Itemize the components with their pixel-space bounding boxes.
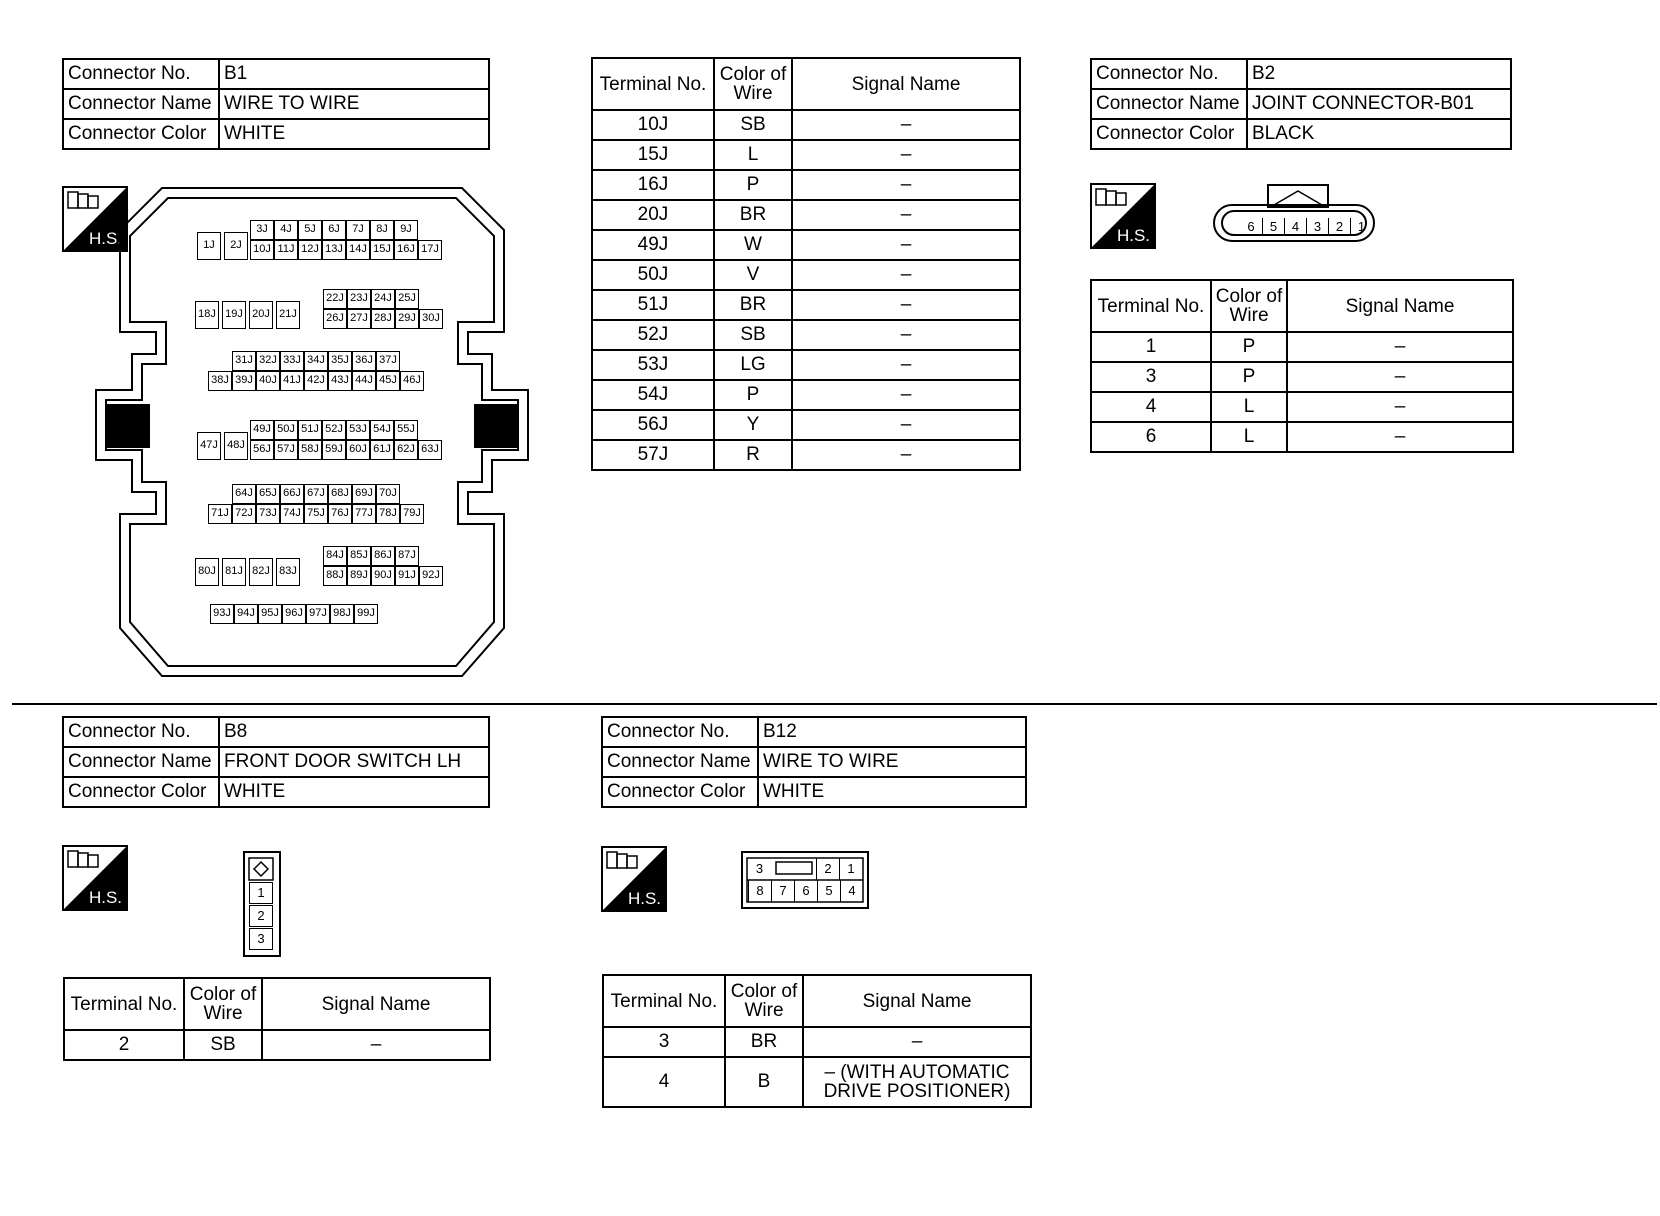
- pin-cell: 8J: [370, 220, 394, 240]
- connector-color-value: WHITE: [758, 777, 1026, 807]
- pin-cell: 26J: [323, 309, 347, 329]
- wire-color-cell: V: [714, 260, 792, 290]
- terminal-row: [1091, 332, 1513, 362]
- wire-color-cell: B: [725, 1057, 803, 1107]
- signal-name-cell: –: [792, 290, 1020, 320]
- connector-name-row: [1091, 89, 1511, 119]
- section-divider: [12, 703, 1657, 705]
- pin-cell: 27J: [347, 309, 371, 329]
- connector-no-label: Connector No.: [602, 717, 758, 747]
- connector-color-label: Connector Color: [602, 777, 758, 807]
- pin-cell: 3: [755, 861, 764, 876]
- pin-cell: 2: [816, 858, 839, 880]
- pin-cell: 74J: [280, 504, 304, 524]
- terminal-row: [64, 1030, 490, 1060]
- b8-terminal-table: [63, 977, 491, 1061]
- pin-cell: 1J: [197, 232, 221, 260]
- terminal-no-cell: 49J: [592, 230, 714, 260]
- pin-cell: 14J: [346, 240, 370, 260]
- pin-cell: 66J: [280, 484, 304, 504]
- signal-name-header: Signal Name: [1287, 280, 1513, 332]
- harness-side-icon: [601, 846, 667, 912]
- connector-no-value: B12: [758, 717, 1026, 747]
- wire-color-cell: SB: [714, 320, 792, 350]
- pin-cell: 28J: [371, 309, 395, 329]
- pin-cell: 77J: [352, 504, 376, 524]
- pin-cell: 33J: [280, 351, 304, 371]
- harness-side-icon: [62, 845, 128, 911]
- pin-cell: 62J: [394, 440, 418, 460]
- pin-cell: 59J: [322, 440, 346, 460]
- b1-terminal-table: [591, 57, 1021, 471]
- pin-cell: 36J: [352, 351, 376, 371]
- connector-name-label: Connector Name: [63, 747, 219, 777]
- wire-color-cell: L: [714, 140, 792, 170]
- pin-cell: 9J: [394, 220, 418, 240]
- wire-color-cell: P: [1211, 332, 1287, 362]
- terminal-no-cell: 4: [1091, 392, 1211, 422]
- pin-cell: 2: [1328, 218, 1350, 236]
- pin-cell: 13J: [322, 240, 346, 260]
- connector-no-row: [602, 717, 1026, 747]
- terminal-no-cell: 52J: [592, 320, 714, 350]
- pin-cell: 5: [1262, 218, 1284, 236]
- terminal-no-cell: 20J: [592, 200, 714, 230]
- pin-cell: 79J: [400, 504, 424, 524]
- connector-name-value: JOINT CONNECTOR-B01: [1247, 89, 1511, 119]
- wire-color-header: Color of Wire: [725, 975, 803, 1027]
- connector-name-value: FRONT DOOR SWITCH LH: [219, 747, 489, 777]
- pin-cell: 4: [1284, 218, 1306, 236]
- signal-name-cell: –: [1287, 332, 1513, 362]
- signal-name-line: DRIVE POSITIONER): [823, 1081, 1011, 1102]
- pin-cell: 43J: [328, 371, 352, 391]
- harness-side-icon: [1090, 183, 1156, 249]
- terminal-no-cell: 57J: [592, 440, 714, 470]
- terminal-row: [603, 1027, 1031, 1057]
- connector-color-value: WHITE: [219, 119, 489, 149]
- terminal-no-cell: 15J: [592, 140, 714, 170]
- pin-cell: 61J: [370, 440, 394, 460]
- pin-cell: 17J: [418, 240, 442, 260]
- pin-cell: 40J: [256, 371, 280, 391]
- terminal-no-cell: 50J: [592, 260, 714, 290]
- pin-cell: 56J: [250, 440, 274, 460]
- pin-cell: 90J: [371, 566, 395, 586]
- terminal-row: [592, 290, 1020, 320]
- connector-no-label: Connector No.: [63, 59, 219, 89]
- pin-cell: 1: [839, 858, 862, 880]
- pin-cell: 2J: [224, 232, 248, 260]
- pin-cell: 34J: [304, 351, 328, 371]
- pin-cell: 30J: [419, 309, 443, 329]
- pin-cell: 54J: [370, 420, 394, 440]
- pin-cell: 3: [249, 928, 273, 950]
- pin-cell: 48J: [224, 432, 248, 460]
- pin-cell: 85J: [347, 546, 371, 566]
- b8-info-table: [62, 716, 490, 808]
- pin-cell: 50J: [274, 420, 298, 440]
- pin-cell: 1: [1350, 218, 1372, 236]
- terminal-no-cell: 3: [603, 1027, 725, 1057]
- signal-name-header: Signal Name: [803, 975, 1031, 1027]
- pin-cell: 53J: [346, 420, 370, 440]
- signal-name-cell: –: [1287, 362, 1513, 392]
- wire-color-header: Color of Wire: [184, 978, 262, 1030]
- pin-cell: 58J: [298, 440, 322, 460]
- connector-no-row: [1091, 59, 1511, 89]
- terminal-row: [592, 320, 1020, 350]
- svg-text:H.S.: H.S.: [1116, 226, 1150, 245]
- terminal-row: [592, 440, 1020, 470]
- signal-name-cell: –: [792, 410, 1020, 440]
- signal-name-cell: –: [792, 350, 1020, 380]
- pin-cell: 7J: [346, 220, 370, 240]
- signal-name-cell: –: [792, 200, 1020, 230]
- terminal-row: [1091, 392, 1513, 422]
- terminal-no-cell: 51J: [592, 290, 714, 320]
- terminal-no-cell: 56J: [592, 410, 714, 440]
- pin-cell: 46J: [400, 371, 424, 391]
- connector-color-row: [1091, 119, 1511, 149]
- pin-cell: 18J: [195, 301, 219, 329]
- pin-cell: 23J: [347, 289, 371, 309]
- b2-info-table: [1090, 58, 1512, 150]
- terminal-no-cell: 16J: [592, 170, 714, 200]
- pin-cell: 35J: [328, 351, 352, 371]
- signal-name-header: Signal Name: [262, 978, 490, 1030]
- wire-color-cell: L: [1211, 422, 1287, 452]
- pin-cell: 88J: [323, 566, 347, 586]
- pin-cell: 8: [748, 880, 771, 902]
- pin-cell: 82J: [249, 558, 273, 586]
- wire-color-cell: Y: [714, 410, 792, 440]
- wire-color-cell: BR: [725, 1027, 803, 1057]
- b1-info-table: [62, 58, 490, 150]
- pin-cell: 75J: [304, 504, 328, 524]
- pin-cell: 55J: [394, 420, 418, 440]
- pin-cell: 95J: [258, 604, 282, 624]
- wire-color-cell: BR: [714, 200, 792, 230]
- b12-info-table: [601, 716, 1027, 808]
- wire-color-cell: SB: [184, 1030, 262, 1060]
- connector-no-value: B1: [219, 59, 489, 89]
- terminal-row: [592, 230, 1020, 260]
- wire-color-cell: P: [1211, 362, 1287, 392]
- wire-color-cell: SB: [714, 110, 792, 140]
- wire-color-cell: P: [714, 170, 792, 200]
- terminal-header-row: [64, 978, 490, 1030]
- terminal-row: [592, 260, 1020, 290]
- pin-cell: 6: [1247, 219, 1255, 234]
- pin-cell: 86J: [371, 546, 395, 566]
- connector-name-row: [63, 89, 489, 119]
- wire-color-cell: L: [1211, 392, 1287, 422]
- terminal-row: [1091, 362, 1513, 392]
- pin-cell: 64J: [232, 484, 256, 504]
- svg-text:H.S.: H.S.: [88, 888, 122, 907]
- connector-no-row: [63, 59, 489, 89]
- connector-name-label: Connector Name: [1091, 89, 1247, 119]
- pin-cell: 37J: [376, 351, 400, 371]
- pin-cell: 42J: [304, 371, 328, 391]
- wire-color-cell: BR: [714, 290, 792, 320]
- pin-cell: 47J: [197, 432, 221, 460]
- pin-cell: 98J: [330, 604, 354, 624]
- pin-cell: 84J: [323, 546, 347, 566]
- pin-cell: 80J: [195, 558, 219, 586]
- pin-cell: 20J: [249, 301, 273, 329]
- pin-cell: 41J: [280, 371, 304, 391]
- signal-name-cell: –: [792, 260, 1020, 290]
- terminal-no-cell: 1: [1091, 332, 1211, 362]
- pin-cell: 10J: [250, 240, 274, 260]
- connector-color-value: WHITE: [219, 777, 489, 807]
- pin-cell: 45J: [376, 371, 400, 391]
- wire-color-header: Color of Wire: [714, 58, 792, 110]
- connector-color-row: [63, 119, 489, 149]
- pin-cell: 71J: [208, 504, 232, 524]
- terminal-row: [592, 410, 1020, 440]
- pin-cell: 94J: [234, 604, 258, 624]
- connector-no-row: [63, 717, 489, 747]
- terminal-header-row: [603, 975, 1031, 1027]
- connector-no-value: B2: [1247, 59, 1511, 89]
- pin-cell: 78J: [376, 504, 400, 524]
- pin-cell: 97J: [306, 604, 330, 624]
- connector-color-label: Connector Color: [63, 777, 219, 807]
- connector-name-row: [602, 747, 1026, 777]
- pin-cell: 12J: [298, 240, 322, 260]
- wire-color-cell: W: [714, 230, 792, 260]
- connector-no-label: Connector No.: [1091, 59, 1247, 89]
- pin-cell: 25J: [395, 289, 419, 309]
- terminal-no-cell: 53J: [592, 350, 714, 380]
- b2-terminal-table: [1090, 279, 1514, 453]
- pin-cell: 21J: [276, 301, 300, 329]
- terminal-no-header: Terminal No.: [592, 58, 714, 110]
- pin-cell: 39J: [232, 371, 256, 391]
- terminal-header-row: [592, 58, 1020, 110]
- terminal-row: [592, 350, 1020, 380]
- signal-name-cell: –: [1287, 422, 1513, 452]
- pin-cell: 38J: [208, 371, 232, 391]
- connector-color-label: Connector Color: [63, 119, 219, 149]
- terminal-row: [1091, 422, 1513, 452]
- pin-cell: 73J: [256, 504, 280, 524]
- terminal-row: [592, 380, 1020, 410]
- terminal-no-cell: 2: [64, 1030, 184, 1060]
- pin-cell: 83J: [276, 558, 300, 586]
- pin-cell: 70J: [376, 484, 400, 504]
- pin-cell: 72J: [232, 504, 256, 524]
- signal-name-cell: –: [792, 320, 1020, 350]
- connector-name-value: WIRE TO WIRE: [758, 747, 1026, 777]
- pin-cell: 76J: [328, 504, 352, 524]
- signal-name-cell: –: [792, 380, 1020, 410]
- pin-cell: 52J: [322, 420, 346, 440]
- terminal-no-cell: 4: [603, 1057, 725, 1107]
- terminal-row: [592, 140, 1020, 170]
- connector-no-value: B8: [219, 717, 489, 747]
- pin-cell: 3J: [250, 220, 274, 240]
- pin-cell: 63J: [418, 440, 442, 460]
- pin-cell: 15J: [370, 240, 394, 260]
- terminal-no-cell: 6: [1091, 422, 1211, 452]
- wire-color-cell: LG: [714, 350, 792, 380]
- connector-name-label: Connector Name: [602, 747, 758, 777]
- hs-label: H.S.: [88, 229, 122, 248]
- wire-color-cell: R: [714, 440, 792, 470]
- connector-color-label: Connector Color: [1091, 119, 1247, 149]
- connector-name-row: [63, 747, 489, 777]
- terminal-no-header: Terminal No.: [64, 978, 184, 1030]
- pin-cell: 67J: [304, 484, 328, 504]
- pin-cell: 57J: [274, 440, 298, 460]
- pin-cell: 49J: [250, 420, 274, 440]
- connector-color-row: [63, 777, 489, 807]
- signal-name-cell: –: [262, 1030, 490, 1060]
- pin-cell: 92J: [419, 566, 443, 586]
- pin-cell: 1: [249, 882, 273, 904]
- signal-name-cell: –: [792, 440, 1020, 470]
- signal-name-cell: –: [803, 1027, 1031, 1057]
- b2-connector-face: [1210, 183, 1380, 249]
- pin-cell: 69J: [352, 484, 376, 504]
- pin-cell: 44J: [352, 371, 376, 391]
- svg-text:H.S.: H.S.: [627, 889, 661, 908]
- pin-cell: 91J: [395, 566, 419, 586]
- pin-cell: 96J: [282, 604, 306, 624]
- signal-name-cell: –: [1287, 392, 1513, 422]
- wire-color-cell: P: [714, 380, 792, 410]
- signal-name-cell: –: [792, 170, 1020, 200]
- terminal-row: [592, 200, 1020, 230]
- pin-cell: 87J: [395, 546, 419, 566]
- terminal-row: [592, 170, 1020, 200]
- pin-cell: 3: [1306, 218, 1328, 236]
- signal-name-line: – (WITH AUTOMATIC: [824, 1062, 1010, 1083]
- pin-cell: 2: [249, 905, 273, 927]
- pin-cell: 6J: [322, 220, 346, 240]
- pin-cell: 6: [794, 880, 817, 902]
- pin-cell: 65J: [256, 484, 280, 504]
- signal-name-cell: [803, 1057, 1031, 1107]
- terminal-row: [603, 1057, 1031, 1107]
- connector-name-value: WIRE TO WIRE: [219, 89, 489, 119]
- terminal-header-row: [1091, 280, 1513, 332]
- signal-name-cell: –: [792, 230, 1020, 260]
- terminal-row: [592, 110, 1020, 140]
- pin-cell: 22J: [323, 289, 347, 309]
- pin-cell: 31J: [232, 351, 256, 371]
- pin-cell: 4: [840, 880, 863, 902]
- pin-cell: 4J: [274, 220, 298, 240]
- pin-cell: 19J: [222, 301, 246, 329]
- terminal-no-header: Terminal No.: [1091, 280, 1211, 332]
- terminal-no-cell: 54J: [592, 380, 714, 410]
- connector-color-row: [602, 777, 1026, 807]
- pin-cell: 81J: [222, 558, 246, 586]
- pin-cell: 99J: [354, 604, 378, 624]
- connector-color-value: BLACK: [1247, 119, 1511, 149]
- pin-cell: 60J: [346, 440, 370, 460]
- pin-cell: 24J: [371, 289, 395, 309]
- signal-name-cell: –: [792, 140, 1020, 170]
- connector-no-label: Connector No.: [63, 717, 219, 747]
- pin-cell: 51J: [298, 420, 322, 440]
- pin-cell: 68J: [328, 484, 352, 504]
- pin-cell: 11J: [274, 240, 298, 260]
- terminal-no-header: Terminal No.: [603, 975, 725, 1027]
- pin-cell: 16J: [394, 240, 418, 260]
- signal-name-cell: –: [792, 110, 1020, 140]
- pin-cell: 29J: [395, 309, 419, 329]
- signal-name-header: Signal Name: [792, 58, 1020, 110]
- b12-terminal-table: [602, 974, 1032, 1108]
- wire-color-header: Color of Wire: [1211, 280, 1287, 332]
- connector-name-label: Connector Name: [63, 89, 219, 119]
- terminal-no-cell: 10J: [592, 110, 714, 140]
- pin-cell: 5J: [298, 220, 322, 240]
- pin-cell: 32J: [256, 351, 280, 371]
- pin-cell: 5: [817, 880, 840, 902]
- pin-cell: 89J: [347, 566, 371, 586]
- terminal-no-cell: 3: [1091, 362, 1211, 392]
- pin-cell: 93J: [210, 604, 234, 624]
- pin-cell: 7: [771, 880, 794, 902]
